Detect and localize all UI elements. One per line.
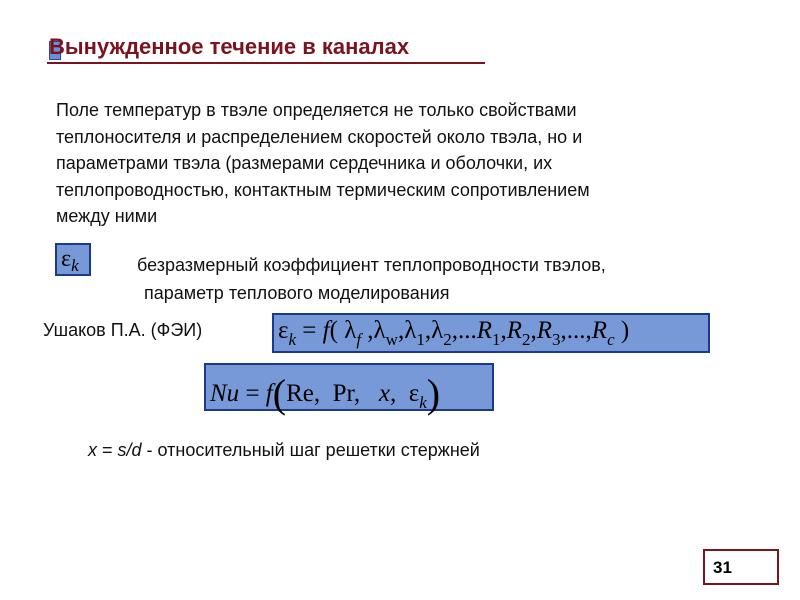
formula-nusselt-box — [204, 363, 494, 416]
title-underline — [47, 62, 485, 64]
formula-epsilon-box — [272, 313, 710, 353]
x-definition: x = s/d - относительный шаг решетки стержней — [88, 440, 480, 460]
paragraph-line: между ними — [56, 206, 158, 226]
paragraph-line: теплопроводностью, контактным термическим сопротивлением — [56, 179, 590, 200]
page-number: 31 — [713, 558, 732, 577]
author-reference: Ушаков П.А. (ФЭИ) — [43, 320, 203, 340]
formula-nusselt: Nu = f(Re, Pr, x, $\varepsilon_k$) — [210, 371, 441, 416]
page-number-box — [703, 549, 779, 585]
epsilon-symbol: $\varepsilon_k$ — [61, 246, 79, 275]
paragraph-line: теплоносителя и распределением скоростей около твэла, но и — [56, 126, 583, 147]
description-line: безразмерный коэффициент теплопроводности твэлов, — [137, 255, 606, 275]
epsilon-description — [137, 251, 606, 307]
intro-paragraph — [56, 97, 746, 230]
slide-title: Вынужденное течение в каналах — [49, 34, 410, 59]
paragraph-line: Поле температур в твэле определяется не только свойствами — [56, 100, 577, 120]
paragraph-line: параметрами твэла (размерами сердечника и оболочки, их — [56, 153, 553, 173]
epsilon-symbol-box — [55, 243, 91, 276]
description-line: параметр теплового моделирования — [144, 283, 450, 303]
formula-epsilon: $\varepsilon_k = f$( $\lambda_f$ $,\lambda_w,\lambda_1,\lambda_2,...R_1,R_2,R_3,...,R_c$ ) — [278, 317, 630, 349]
